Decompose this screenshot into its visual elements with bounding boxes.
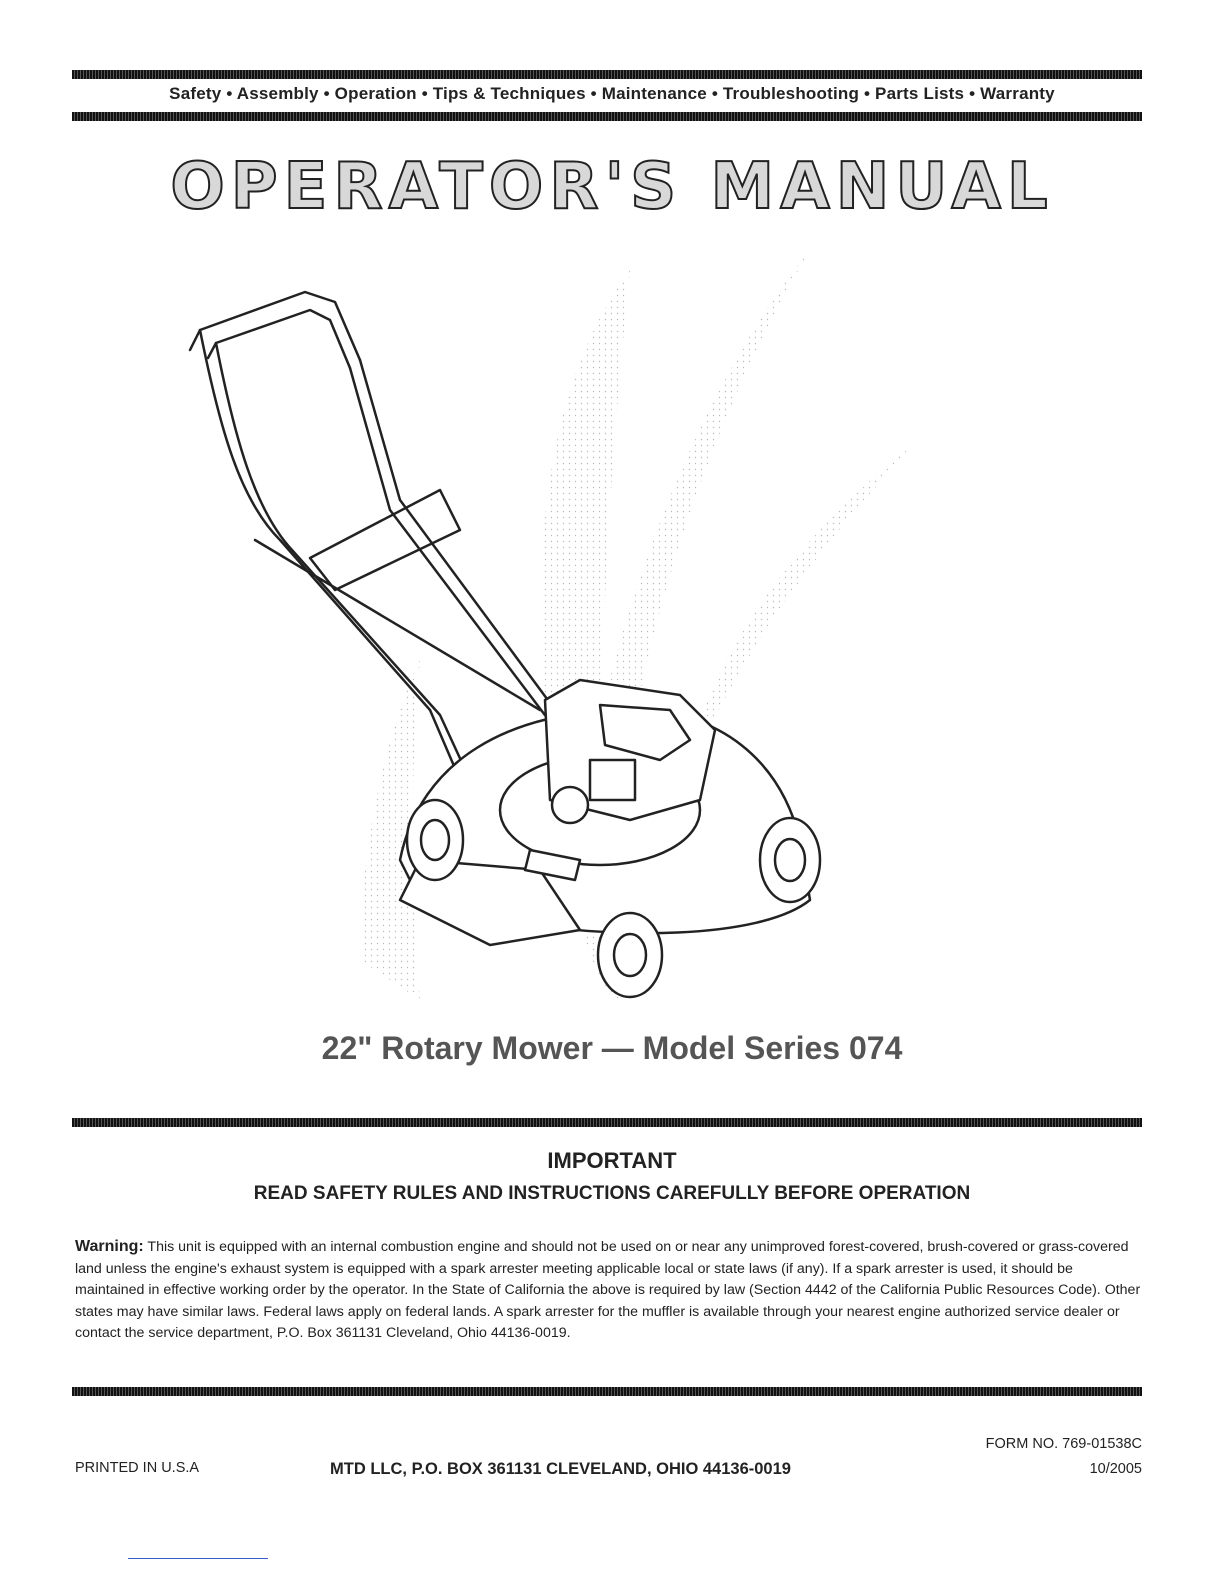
safety-instructions-heading: READ SAFETY RULES AND INSTRUCTIONS CAREFULLY BEFORE OPERATION bbox=[253, 1183, 971, 1204]
form-number: FORM NO. 769-01538C bbox=[985, 1436, 1142, 1452]
important-rule-bottom bbox=[72, 1387, 1142, 1396]
page-title: OPERATOR'S MANUAL bbox=[170, 150, 1054, 224]
important-rule-top bbox=[72, 1118, 1142, 1127]
important-heading: IMPORTANT bbox=[547, 1148, 677, 1173]
form-date: 10/2005 bbox=[1089, 1461, 1142, 1477]
top-rule bbox=[72, 70, 1142, 79]
warning-paragraph bbox=[75, 1236, 1143, 1345]
warning-text: This unit is equipped with an internal combustion engine and should not be used on or near any unimproved forest-covered, brush-covered or grass-covered land unless the engine's exhaust system is equipped with a spark arrester meeting applicable local or state laws (if any). If a spark arrester is used, it should be maintained in effective working order by the operator. In the State of California the above is required by law (Section 4442 of the California Public Resources Code). Other states may have similar laws. Federal laws apply on federal lands. A spark arrester for the muffler is available through your nearest engine authorized service dealer or contact the service department, P.O. Box 361131 Cleveland, Ohio 44136-0019. bbox=[75, 1239, 1141, 1342]
section-nav-text: Safety • Assembly • Operation • Tips & Techniques • Maintenance • Troubleshooting • Parts Lists • Warranty bbox=[169, 84, 1055, 103]
printed-in-label: PRINTED IN U.S.A bbox=[75, 1460, 200, 1476]
model-title: 22" Rotary Mower — Model Series 074 bbox=[321, 1030, 903, 1066]
mower-engine bbox=[545, 680, 715, 823]
warning-label: Warning: bbox=[75, 1238, 144, 1255]
company-address: MTD LLC, P.O. BOX 361131 CLEVELAND, OHIO 44136-0019 bbox=[330, 1460, 791, 1478]
lawn-mower-illustration bbox=[160, 240, 960, 1020]
top-rule-lower bbox=[72, 112, 1142, 121]
link-underline bbox=[128, 1558, 268, 1559]
mower-handle bbox=[190, 292, 570, 780]
